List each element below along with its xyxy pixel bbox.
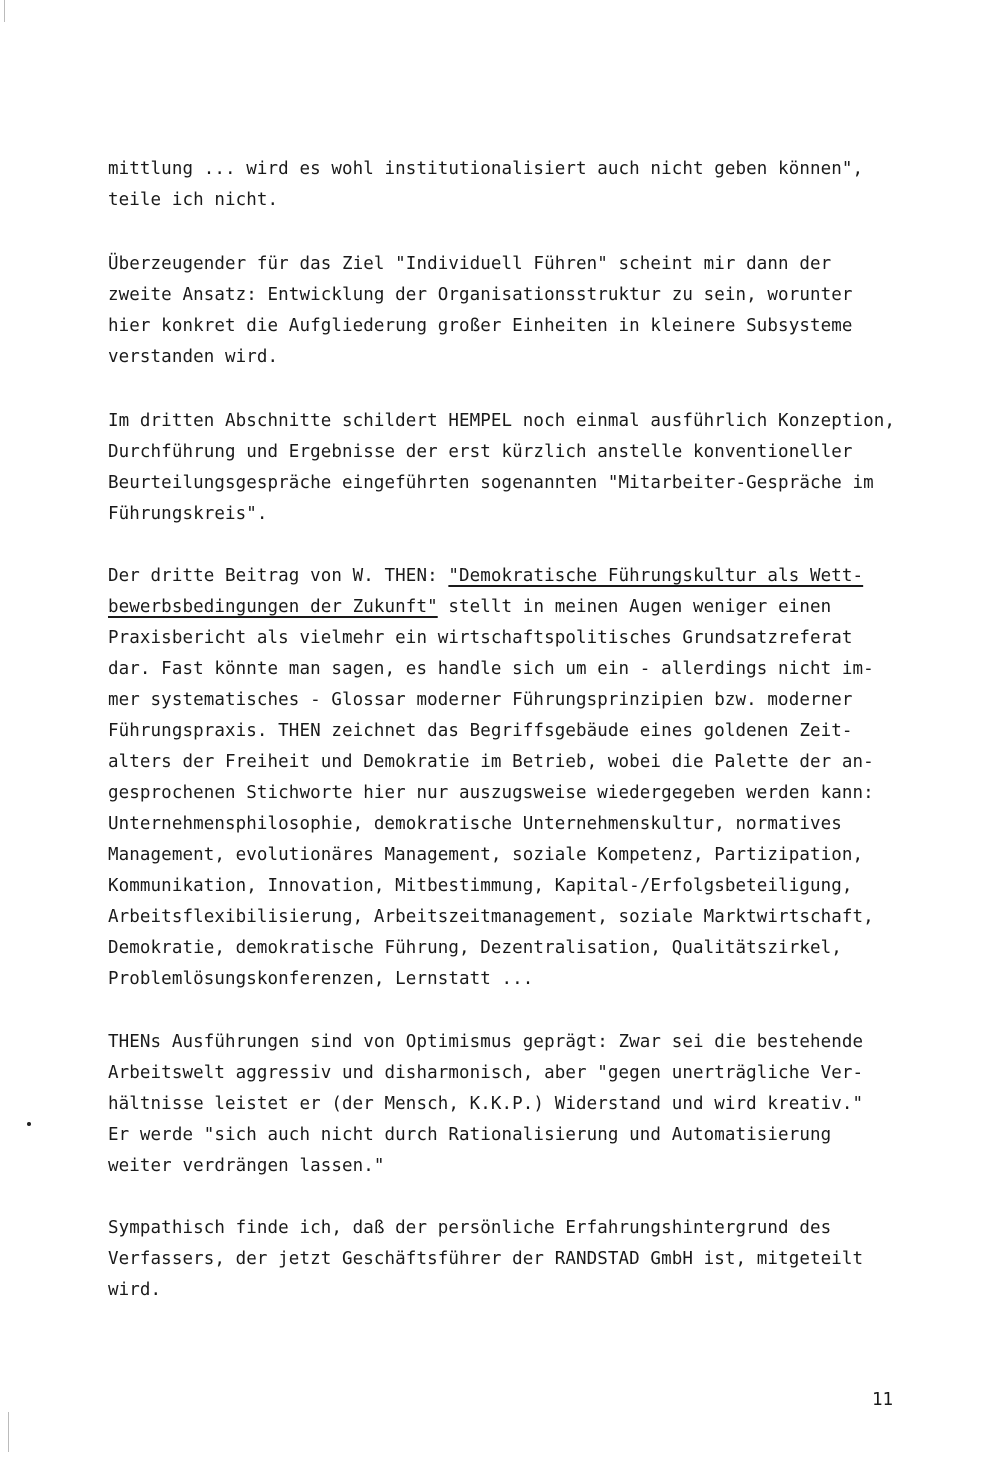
text-line: Problemlösungskonferenzen, Lernstatt ... <box>108 969 534 989</box>
text-line: Führungspraxis. THEN zeichnet das Begriffsgebäude eines goldenen Zeit- <box>108 721 853 741</box>
text-line: Praxisbericht als vielmehr ein wirtschaftspolitisches Grundsatzreferat <box>108 628 853 648</box>
text-line: hier konkret die Aufgliederung großer Einheiten in kleinere Subsysteme <box>108 316 853 336</box>
scan-speck <box>27 1122 31 1126</box>
text-line: Sympathisch finde ich, daß der persönliche Erfahrungshintergrund des <box>108 1218 832 1238</box>
text-line: Überzeugender für das Ziel "Individuell Führen" scheint mir dann der <box>108 254 832 274</box>
text-line: Kommunikation, Innovation, Mitbestimmung, Kapital-/Erfolgsbeteiligung, <box>108 876 853 896</box>
line-prefix: Der dritte Beitrag von W. THEN: <box>108 566 449 586</box>
text-line: Im dritten Abschnitte schildert HEMPEL noch einmal ausführlich Konzeption, <box>108 411 896 431</box>
scan-margin-mark <box>4 0 5 22</box>
text-line: THENs Ausführungen sind von Optimismus geprägt: Zwar sei die bestehende <box>108 1032 864 1052</box>
paragraph-2 <box>108 249 888 373</box>
text-line: Management, evolutionäres Management, soziale Kompetenz, Partizipation, <box>108 845 864 865</box>
text-line: zweite Ansatz: Entwicklung der Organisationsstruktur zu sein, worunter <box>108 285 853 305</box>
text-line: teile ich nicht. <box>108 190 279 210</box>
text-line: hältnisse leistet er (der Mensch, K.K.P.) Widerstand und wird kreativ." <box>108 1094 864 1114</box>
paragraph-1 <box>108 154 888 216</box>
text-line: Arbeitsflexibilisierung, Arbeitszeitmanagement, soziale Marktwirtschaft, <box>108 907 874 927</box>
line-rest: stellt in meinen Augen weniger einen <box>437 597 832 617</box>
text-line: wird. <box>108 1280 162 1300</box>
text-line: mer systematisches - Glossar moderner Führungsprinzipien bzw. moderner <box>108 690 853 710</box>
scan-margin-mark <box>8 1412 9 1452</box>
text-line: Unternehmensphilosophie, demokratische Unternehmenskultur, normatives <box>108 814 842 834</box>
text-line: Verfassers, der jetzt Geschäftsführer der RANDSTAD GmbH ist, mitgeteilt <box>108 1249 864 1269</box>
text-line: dar. Fast könnte man sagen, es handle sich um ein - allerdings nicht im- <box>108 659 874 679</box>
page-number: 11 <box>872 1390 894 1410</box>
underlined-title: "Demokratische Führungskultur als Wett- <box>448 566 864 586</box>
text-line: verstanden wird. <box>108 347 279 367</box>
underlined-title: bewerbsbedingungen der Zukunft" <box>108 597 438 617</box>
text-line: weiter verdrängen lassen." <box>108 1156 385 1176</box>
text-line: Durchführung und Ergebnisse der erst kürzlich anstelle konventioneller <box>108 442 853 462</box>
text-line: Beurteilungsgespräche eingeführten sogenannten "Mitarbeiter-Gespräche im <box>108 473 874 493</box>
text-line <box>108 561 888 592</box>
text-line <box>108 592 888 623</box>
text-line: Führungskreis". <box>108 504 268 524</box>
paragraph-3 <box>108 406 896 530</box>
text-line: alters der Freiheit und Demokratie im Betrieb, wobei die Palette der an- <box>108 752 874 772</box>
text-line: mittlung ... wird es wohl institutionalisiert auch nicht geben können", <box>108 159 864 179</box>
paragraph-5 <box>108 1027 888 1182</box>
text-line: Arbeitswelt aggressiv und disharmonisch, aber "gegen unerträgliche Ver- <box>108 1063 864 1083</box>
paragraph-4 <box>108 561 888 995</box>
text-line: Er werde "sich auch nicht durch Rationalisierung und Automatisierung <box>108 1125 832 1145</box>
paragraph-6 <box>108 1213 888 1306</box>
text-line: gesprochenen Stichworte hier nur auszugsweise wiedergegeben werden kann: <box>108 783 874 803</box>
text-line: Demokratie, demokratische Führung, Dezentralisation, Qualitätszirkel, <box>108 938 842 958</box>
